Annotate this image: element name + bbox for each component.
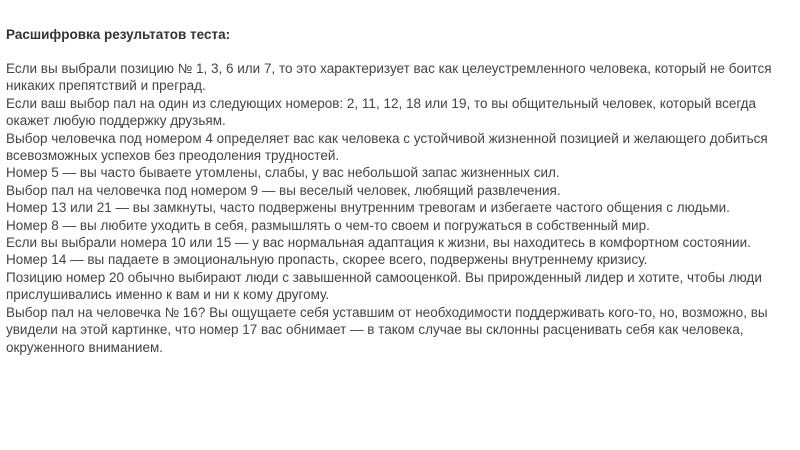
- paragraph-numbers-10-15: Если вы выбрали номера 10 или 15 — у вас нормальная адаптация к жизни, вы находитесь в комфортном состоянии.: [6, 235, 751, 251]
- paragraph-positions-1-3-6-7: Если вы выбрали позицию № 1, 3, 6 или 7, то это характеризует вас как целеустремленного человека, который не боится никаких препятствий и преград.: [6, 61, 772, 94]
- paragraph-numbers-2-11-12-18-19: Если ваш выбор пал на один из следующих номеров: 2, 11, 12, 18 или 19, то вы общительный человек, который всегда окажет любую поддержку друзьям.: [6, 95, 757, 129]
- paragraph-number-16: Выбор пал на человечка № 16? Вы ощущаете себя уставшим от необходимости поддерживать кого-то, но, возможно, вы увидели на этой картинке, что номер 17 вас обнимает — в таком случае вы склонны расценивать себя как человека, окруженного вниманием.: [6, 304, 768, 355]
- paragraph-number-9: Выбор пал на человечка под номером 9 — вы веселый человек, любящий развлечения.: [6, 182, 561, 198]
- results-text: [6, 60, 786, 356]
- paragraph-number-5: Номер 5 — вы часто бываете утомлены, слабы, у вас небольшой запас жизненных сил.: [6, 165, 560, 181]
- paragraph-number-14: Номер 14 — вы падаете в эмоциональную пропасть, скорее всего, подвержены внутреннему кризису.: [6, 252, 648, 268]
- paragraph-number-8: Номер 8 — вы любите уходить в себя, размышлять о чем-то своем и погружаться в собственный мир.: [6, 217, 650, 233]
- paragraph-number-20: Позицию номер 20 обычно выбирают люди с завышенной самооценкой. Вы прирожденный лидер и хотите, чтобы люди прислушивались именно к вам и ни к кому другому.: [6, 269, 762, 303]
- paragraph-numbers-13-21: Номер 13 или 21 — вы замкнуты, часто подвержены внутренним тревогам и избегаете частого общения с людьми.: [6, 200, 730, 216]
- paragraph-number-4: Выбор человечка под номером 4 определяет вас как человека с устойчивой жизненной позицией и желающего добиться всевозможных успехов без преодоления трудностей.: [6, 130, 768, 164]
- page-title: Расшифровка результатов теста:: [6, 27, 231, 42]
